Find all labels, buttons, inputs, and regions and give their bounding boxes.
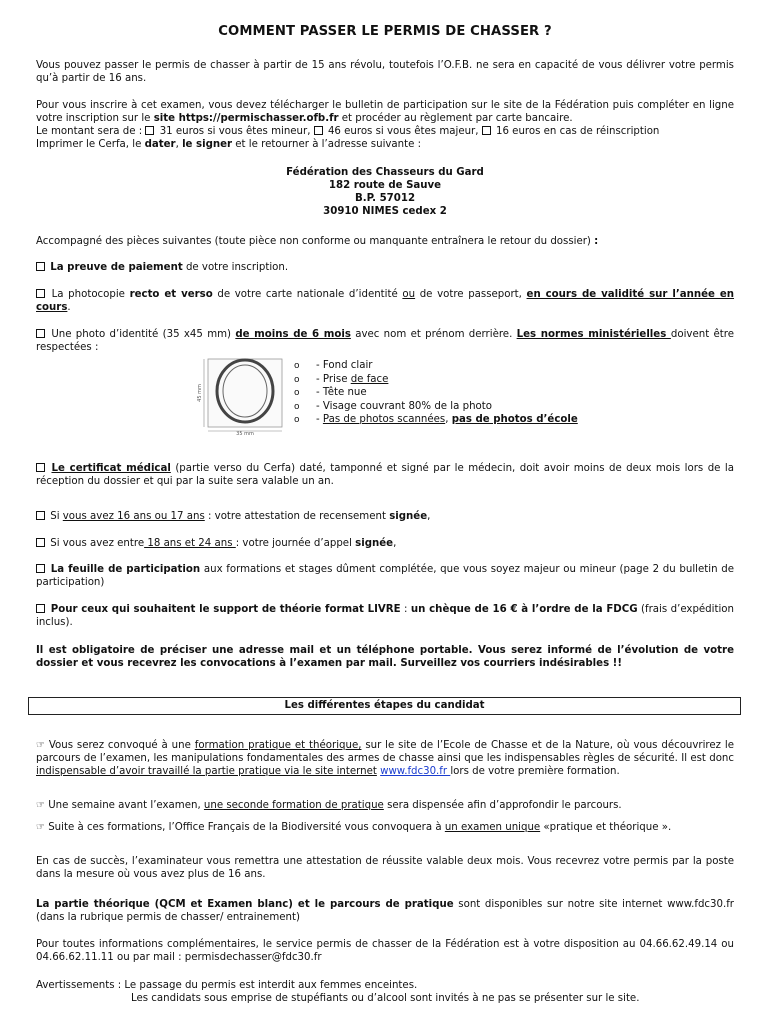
step1-training: formation pratique et théorique, — [194, 740, 362, 751]
cerfa-signer: le signer — [182, 139, 233, 150]
photo-text-1: Une photo d’identité (35 x45 mm) — [47, 329, 236, 340]
step3-text-2: «pratique et théorique ». — [540, 822, 672, 833]
photo-text-2: avec nom et prénom derrière. — [350, 329, 517, 340]
photo-norms: Les normes ministérielles — [516, 329, 671, 340]
step1-practice: indispensable d’avoir travaillé la partie pratique via le site internet — [36, 766, 377, 777]
call-signed: signée — [355, 538, 394, 549]
medical-label: Le certificat médical — [51, 463, 171, 474]
id-text-1: La photocopie — [47, 289, 130, 300]
registration-text-2: et procéder au règlement par carte bancaire. — [338, 113, 573, 124]
id-end: . — [67, 302, 71, 313]
photo-age: de moins de 6 mois — [235, 329, 351, 340]
payment-text: de votre inscription. — [182, 262, 289, 273]
step3-text-1: Suite à ces formations, l’Office Français de la Biodiversité vous convoquera à — [44, 822, 445, 833]
census-text-1: Si — [47, 511, 63, 522]
step-training — [36, 739, 734, 778]
height-dimension-label: 45 mm — [197, 384, 203, 402]
census-signed: signée — [389, 511, 428, 522]
id-validity: en cours de validité sur l’année en cours — [36, 289, 735, 313]
item-photo — [36, 328, 734, 354]
fdc30-link[interactable]: www.fdc30.fr — [380, 766, 451, 777]
item-call-day — [36, 537, 734, 550]
checkbox-icon — [314, 126, 323, 135]
bullet-school: pas de photos d’école — [451, 414, 578, 425]
call-end: , — [393, 538, 397, 549]
pointing-hand-icon: ☞ — [36, 822, 45, 833]
bullet-text: - Visage couvrant 80% de la photo — [316, 400, 493, 412]
checkbox-icon — [36, 538, 45, 547]
checkbox-icon — [482, 126, 491, 135]
amount-minor: 31 euros si vous êtes mineur, — [159, 126, 314, 137]
cerfa-comma: , — [175, 139, 183, 150]
bullet-sep: , — [445, 414, 452, 425]
address-line-3: B.P. 57012 — [354, 193, 416, 204]
list-item — [294, 359, 578, 373]
item-payment — [36, 261, 734, 274]
address-line-1: Fédération des Chasseurs du Gard — [286, 167, 484, 178]
pieces-intro — [36, 235, 734, 248]
step2-text-2: sera dispensée afin d’approfondir le parcours. — [383, 800, 622, 811]
width-dimension-label: 35 mm — [236, 431, 254, 435]
book-text-1: : — [400, 604, 411, 615]
bullet-text: - — [316, 414, 323, 425]
item-census — [36, 510, 734, 523]
contact-paragraph: Pour toutes informations complémentaires, le service permis de chasser de la Fédération est à votre disposition au 04.66.62.49.14 ou 04.66.62.11.11 ou par mail : permisdechasser@fdc30.fr — [36, 939, 734, 963]
step3-exam: un examen unique — [444, 822, 541, 833]
steps-section-title: Les différentes étapes du candidat — [28, 697, 741, 715]
cerfa-text-1: Imprimer le Cerfa, le — [36, 139, 145, 150]
bullet-marker: o — [294, 361, 300, 371]
pieces-colon: : — [594, 236, 599, 247]
book-cheque: un chèque de 16 € à l’ordre de la FDCG — [410, 604, 638, 615]
checkbox-icon — [145, 126, 154, 135]
item-participation-sheet — [36, 563, 734, 589]
book-text-2: (frais d’expédition inclus). — [36, 604, 734, 628]
theory-label: La partie théorique (QCM et Examen blanc) et le parcours de pratique — [36, 899, 454, 910]
photo-requirements-list — [294, 359, 578, 427]
call-text-1: Si vous avez entre — [47, 538, 145, 549]
item-medical — [36, 462, 734, 488]
id-recto-verso: recto et verso — [129, 289, 213, 300]
registration-text — [36, 99, 734, 125]
id-text-2: de votre carte nationale d’identité — [212, 289, 403, 300]
checkbox-icon — [36, 604, 45, 613]
list-item — [294, 400, 578, 414]
pointing-hand-icon: ☞ — [36, 800, 45, 811]
list-item — [294, 413, 578, 427]
cerfa-dater: dater — [144, 139, 176, 150]
bullet-text: - Tête nue — [316, 387, 367, 398]
checkbox-icon — [36, 262, 45, 271]
bullet-face: de face — [350, 373, 389, 385]
amounts-line — [36, 125, 734, 138]
photo-text-3: doivent être respectées : — [36, 329, 734, 353]
medical-text: (partie verso du Cerfa) daté, tamponné et signé par le médecin, doit avoir moins de deux mois lors de la réception du dossier et qui par la suite sera valable un an. — [36, 463, 734, 487]
amount-major: 46 euros si vous êtes majeur, — [327, 126, 482, 137]
registration-paragraph — [36, 99, 734, 151]
payment-label: La preuve de paiement — [50, 262, 183, 273]
bullet-text: - Prise — [316, 373, 351, 385]
mandatory-contact-notice: Il est obligatoire de préciser une adresse mail et un téléphone portable. Vous serez informé de l’évolution de votre dossier et vous recevrez les convocations à l’examen par mail. Surveillez vos courriers indésirables !! — [36, 645, 734, 669]
census-age: vous avez 16 ans ou 17 ans — [62, 511, 205, 522]
census-end: , — [427, 511, 431, 522]
bullet-scans: Pas de photos scannées — [322, 414, 446, 425]
success-paragraph: En cas de succès, l’examinateur vous remettra une attestation de réussite valable deux mois. Vous recevrez votre permis par la poste dans la mesure où vous avez plus de 16 ans. — [36, 856, 734, 880]
sheet-label: La feuille de participation — [50, 564, 201, 575]
ofb-site-label: site https://permischasser.ofb.fr — [153, 113, 339, 124]
step1-text-3: lors de votre première formation. — [450, 766, 620, 777]
id-or: ou — [402, 289, 416, 300]
warnings-line-2: Les candidats sous emprise de stupéfiants ou d’alcool sont invités à ne pas se présenter sur le site. — [131, 993, 640, 1004]
page-title: COMMENT PASSER LE PERMIS DE CHASSER ? — [218, 24, 552, 39]
step-second-training — [36, 799, 734, 812]
item-theory-book — [36, 603, 734, 629]
step1-text-2: sur le site de l’Ecole de Chasse et de la Nature, où vous découvrirez le parcours de l’examen, les manipulations fondamentales des armes de chasse ainsi que les indispensables règles de sécurité. Il est donc — [36, 740, 734, 764]
address-line-2: 182 route de Sauve — [328, 180, 442, 191]
checkbox-icon — [36, 289, 45, 298]
checkbox-icon — [36, 463, 45, 472]
step2-training: une seconde formation de pratique — [203, 800, 384, 811]
list-item — [294, 373, 578, 387]
bullet-marker: o — [294, 415, 300, 425]
call-age: 18 ans et 24 ans — [144, 538, 236, 549]
postal-address — [36, 166, 734, 218]
step-exam — [36, 821, 734, 834]
intro-paragraph: Vous pouvez passer le permis de chasser à partir de 15 ans révolu, toutefois l’O.F.B. ne sera en capacité de vous délivrer votre permis qu’à partir de 16 ans. — [36, 60, 734, 84]
step1-text-1: Vous serez convoqué à une — [44, 740, 195, 751]
book-label: Pour ceux qui souhaitent le support de théorie format LIVRE — [47, 604, 401, 615]
theory-text: sont disponibles sur notre site internet www.fdc30.fr (dans la rubrique permis de chasser/ entrainement) — [36, 899, 734, 923]
cerfa-line — [36, 138, 734, 151]
item-id-card — [36, 288, 734, 314]
warnings-line-1: Avertissements : Le passage du permis est interdit aux femmes enceintes. — [36, 980, 418, 991]
list-item — [294, 386, 578, 400]
step2-text-1: Une semaine avant l’examen, — [44, 800, 204, 811]
address-line-4: 30910 NIMES cedex 2 — [323, 206, 447, 217]
call-text-2: : votre journée d’appel — [235, 538, 356, 549]
checkbox-icon — [36, 329, 45, 338]
id-text-3: de votre passeport, — [415, 289, 527, 300]
bullet-text: - Fond clair — [316, 360, 373, 371]
pointing-hand-icon: ☞ — [36, 740, 45, 751]
theory-paragraph — [36, 898, 734, 924]
amount-prefix: Le montant sera de : — [36, 126, 146, 137]
bullet-marker: o — [294, 401, 300, 412]
census-text-2: : votre attestation de recensement — [204, 511, 390, 522]
amount-retake: 16 euros en cas de réinscription — [495, 126, 660, 137]
pieces-intro-text: Accompagné des pièces suivantes (toute pièce non conforme ou manquante entraînera le retour du dossier) — [36, 236, 595, 247]
registration-text-1: Pour vous inscrire à cet examen, vous devez télécharger le bulletin de participation sur le site de la Fédération puis compléter en ligne votre inscription sur le — [36, 100, 734, 124]
cerfa-text-2: et le retourner à l’adresse suivante : — [232, 139, 422, 150]
checkbox-icon — [36, 564, 45, 573]
sheet-text: aux formations et stages dûment complétée, que vous soyez majeur ou mineur (page 2 du bulletin de participation) — [36, 564, 734, 588]
checkbox-icon — [36, 511, 45, 520]
bullet-marker: o — [294, 374, 300, 385]
bullet-marker: o — [294, 388, 300, 398]
